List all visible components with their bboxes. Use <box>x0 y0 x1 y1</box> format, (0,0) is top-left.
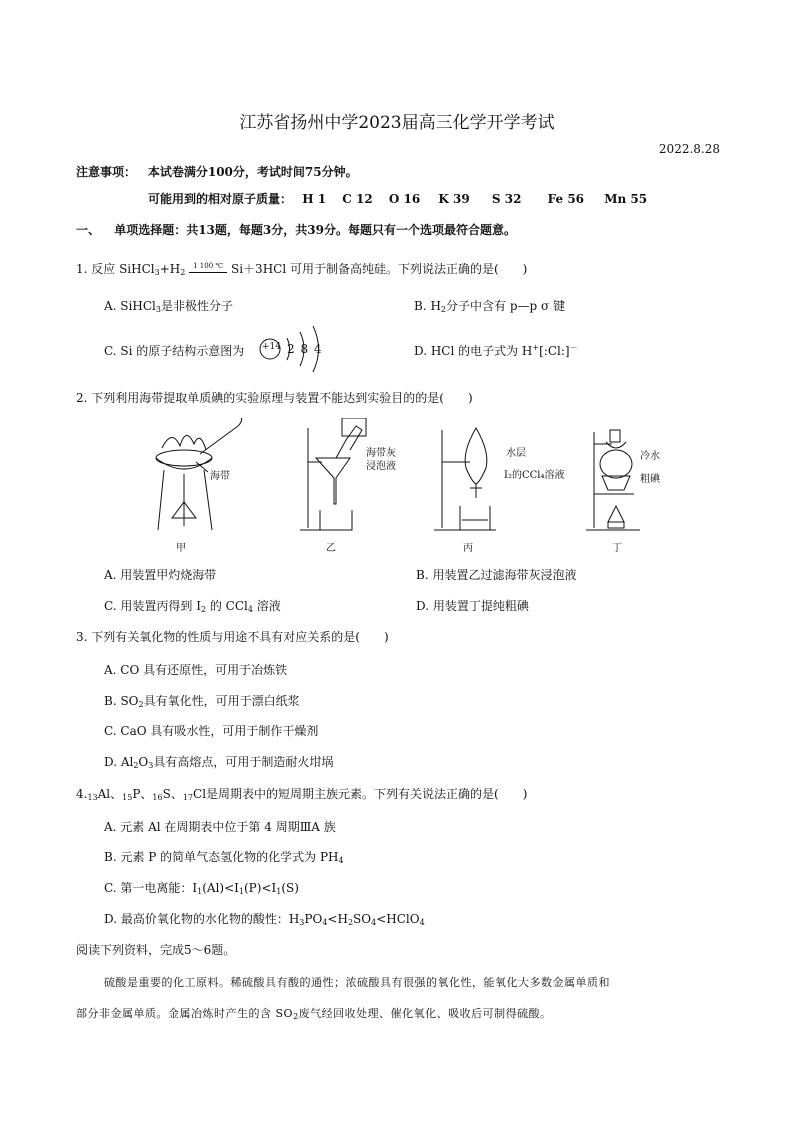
sub: 2 <box>293 1012 299 1021</box>
mass-o: O 16 <box>388 192 421 206</box>
atomic-mass-label: 可能用到的相对原子质量： <box>148 192 293 206</box>
q3-option-a: A. CO 具有还原性，可用于冶炼铁 <box>104 663 288 677</box>
reaction-condition: 1 100 ℃ <box>193 262 224 270</box>
sup: － <box>569 343 578 352</box>
sub: 4 <box>338 856 344 865</box>
label-ccl4: I₂的CCl₄溶液 <box>504 470 565 481</box>
sub: 4 <box>419 918 425 927</box>
sub: 3 <box>154 268 160 277</box>
sub: 2 <box>347 918 354 927</box>
q1-d-text: D. HCl 的电子式为 H <box>414 344 533 358</box>
atomic-number-s: 16 <box>152 793 163 802</box>
sub: 3 <box>148 761 154 770</box>
q1-stem-part3: Si＋3HCl 可用于制备高纯硅。下列说法正确的是( ) <box>231 262 528 276</box>
label-jinpaoye-2: 浸泡液 <box>366 461 396 472</box>
q3-option-d <box>104 753 333 770</box>
q4-option-d <box>104 910 425 927</box>
mass-k: K 39 <box>438 192 470 206</box>
atomic-mass <box>148 190 647 207</box>
reading-line-2-b: 废气经回收处理、催化氧化、吸收后可制得硫酸。 <box>298 1007 552 1020</box>
sub: 2 <box>133 761 139 770</box>
apparatus-figure <box>150 418 670 548</box>
q4-c-text4: (S) <box>281 881 299 895</box>
mass-h: H 1 <box>302 192 327 206</box>
label-haidai: 海带 <box>210 471 230 482</box>
label-jinpaoye-1: 海带灰 <box>366 448 396 459</box>
q1-c-text: C. Si 的原子结构示意图为 <box>104 344 245 358</box>
q4-option-c <box>104 879 299 896</box>
q4-c-text3: (P)<I <box>243 881 277 895</box>
sub: 3 <box>155 305 161 314</box>
mass-c: C 12 <box>342 192 373 206</box>
section-title: 单项选择题：共13题，每题3分，共39分。每题只有一个选项最符合题意。 <box>114 223 516 237</box>
q1-a-text: A. SiHCl <box>104 299 156 313</box>
sub: 4 <box>322 918 328 927</box>
reading-line-2 <box>76 1005 552 1021</box>
nucleus-label: +14 <box>262 342 281 352</box>
q3-d-text1: D. Al <box>104 755 134 769</box>
q4-number: 4. <box>76 787 88 801</box>
q4-b-text: B. 元素 P 的简单气态氢化物的化学式为 PH <box>104 850 339 864</box>
reaction-arrow <box>189 262 227 273</box>
apparatus-label-ding: 丁 <box>612 543 622 554</box>
q1-stem <box>76 260 527 277</box>
apparatus-ding <box>586 430 640 530</box>
q2-c-text3: 溶液 <box>252 599 281 613</box>
sub: 3 <box>299 918 305 927</box>
q2-option-d: D. 用装置丁提纯粗碘 <box>416 599 529 613</box>
q1-option-d <box>414 342 578 359</box>
notice <box>76 163 358 180</box>
sub: 1 <box>197 887 203 896</box>
q4-option-b <box>104 848 344 865</box>
section-number: 一、 <box>76 223 101 237</box>
q1-b-text2: 分子中含有 p—p σ 键 <box>446 299 566 313</box>
label-cudian: 粗碘 <box>640 474 660 485</box>
q4-stem: $4._{13}Al$、$_{15}$P、$_{16}$S、$_{17}$Cl是周期表中的短周期主族元素。下列有关说法正确的是( ) <box>76 787 528 802</box>
q3-stem: 3. 下列有关氧化物的性质与用途不具有对应关系的是( ) <box>76 630 389 644</box>
q3-b-text1: B. SO <box>104 694 139 708</box>
q2-option-a: A. 用装置甲灼烧海带 <box>104 568 217 582</box>
sub: 2 <box>180 268 186 277</box>
q2-c-text2: 的 CCl <box>206 599 248 613</box>
atomic-number-p: 15 <box>122 793 133 802</box>
q1-stem-part1: 1. 反应 SiHCl <box>76 262 155 276</box>
mass-s: S 32 <box>491 192 522 206</box>
label-lengshui: 冷水 <box>640 451 660 462</box>
sup: + <box>532 343 540 352</box>
q4-c-text1: C. 第一电离能：I <box>104 881 198 895</box>
q2-stem: 2. 下列利用海带提取单质碘的实验原理与装置不能达到实验目的的是( ) <box>76 391 473 405</box>
apparatus-label-yi: 乙 <box>326 543 336 554</box>
electron-shells: 2 8 4 <box>287 342 323 356</box>
q1-stem-part2: +H <box>159 262 181 276</box>
apparatus-bing <box>434 428 496 530</box>
mass-fe: Fe 56 <box>547 192 585 206</box>
page-title: 江苏省扬州中学2023届高三化学开学考试 <box>239 113 555 133</box>
q2-c-text1: C. 用装置丙得到 I <box>104 599 201 613</box>
q4-d-text1: D. 最高价氧化物的水化物的酸性：H <box>104 912 300 926</box>
q1-option-b <box>414 297 565 314</box>
atomic-number-cl: 17 <box>182 793 194 802</box>
sub: 4 <box>371 918 377 927</box>
q3-b-text2: 具有氧化性，可用于漂白纸浆 <box>143 694 300 708</box>
notice-label: 注意事项： <box>76 165 137 179</box>
q4-d-text4: SO <box>353 912 372 926</box>
sub: 1 <box>276 887 282 896</box>
reading-intro: 阅读下列资料，完成5～6题。 <box>76 943 236 957</box>
atomic-number-al: 13 <box>87 793 98 802</box>
q1-option-c <box>104 342 244 359</box>
q1-a-text2: 是非极性分子 <box>160 299 233 313</box>
apparatus-yi <box>300 418 366 530</box>
sub: 4 <box>247 605 253 614</box>
q3-option-c: C. CaO 具有吸水性，可用于制作干燥剂 <box>104 724 319 738</box>
q2-option-c <box>104 597 281 614</box>
q1-option-a <box>104 297 233 314</box>
q3-option-b <box>104 692 300 709</box>
reading-line-2-a: 部分非金属单质。金属冶炼时产生的含 SO <box>76 1007 294 1020</box>
q2-option-b: B. 用装置乙过滤海带灰浸泡液 <box>416 568 577 582</box>
q4-d-text3: <H <box>327 912 348 926</box>
apparatus-label-jia: 甲 <box>176 543 186 554</box>
section-heading <box>76 221 516 238</box>
apparatus-label-bing: 丙 <box>463 543 473 554</box>
q4-d-text5: <HClO <box>376 912 420 926</box>
q3-d-text2: O <box>138 755 149 769</box>
sub: 2 <box>138 700 144 709</box>
q4-c-text2: (Al)<I <box>202 881 239 895</box>
q1-b-text: B. H <box>414 299 441 313</box>
electron-formula: [:Cl:] <box>539 344 570 358</box>
label-shuiceng: 水层 <box>506 448 526 459</box>
mass-mn: Mn 55 <box>604 192 648 206</box>
sub: 2 <box>440 305 447 314</box>
q4-option-a: A. 元素 Al 在周期表中位于第 4 周期ⅢA 族 <box>104 820 336 834</box>
q3-d-text3: 具有高熔点，可用于制造耐火坩埚 <box>153 755 334 769</box>
sub: 2 <box>200 605 207 614</box>
sub: 1 <box>238 887 244 896</box>
reading-line-1: 硫酸是重要的化工原料。稀硫酸具有酸的通性；浓硫酸具有很强的氧化性，能氧化大多数金属单质和 <box>104 976 610 989</box>
notice-text: 本试卷满分100分，考试时间75分钟。 <box>147 165 358 179</box>
exam-date: 2022.8.28 <box>658 142 720 156</box>
q4-d-text2: PO <box>304 912 323 926</box>
